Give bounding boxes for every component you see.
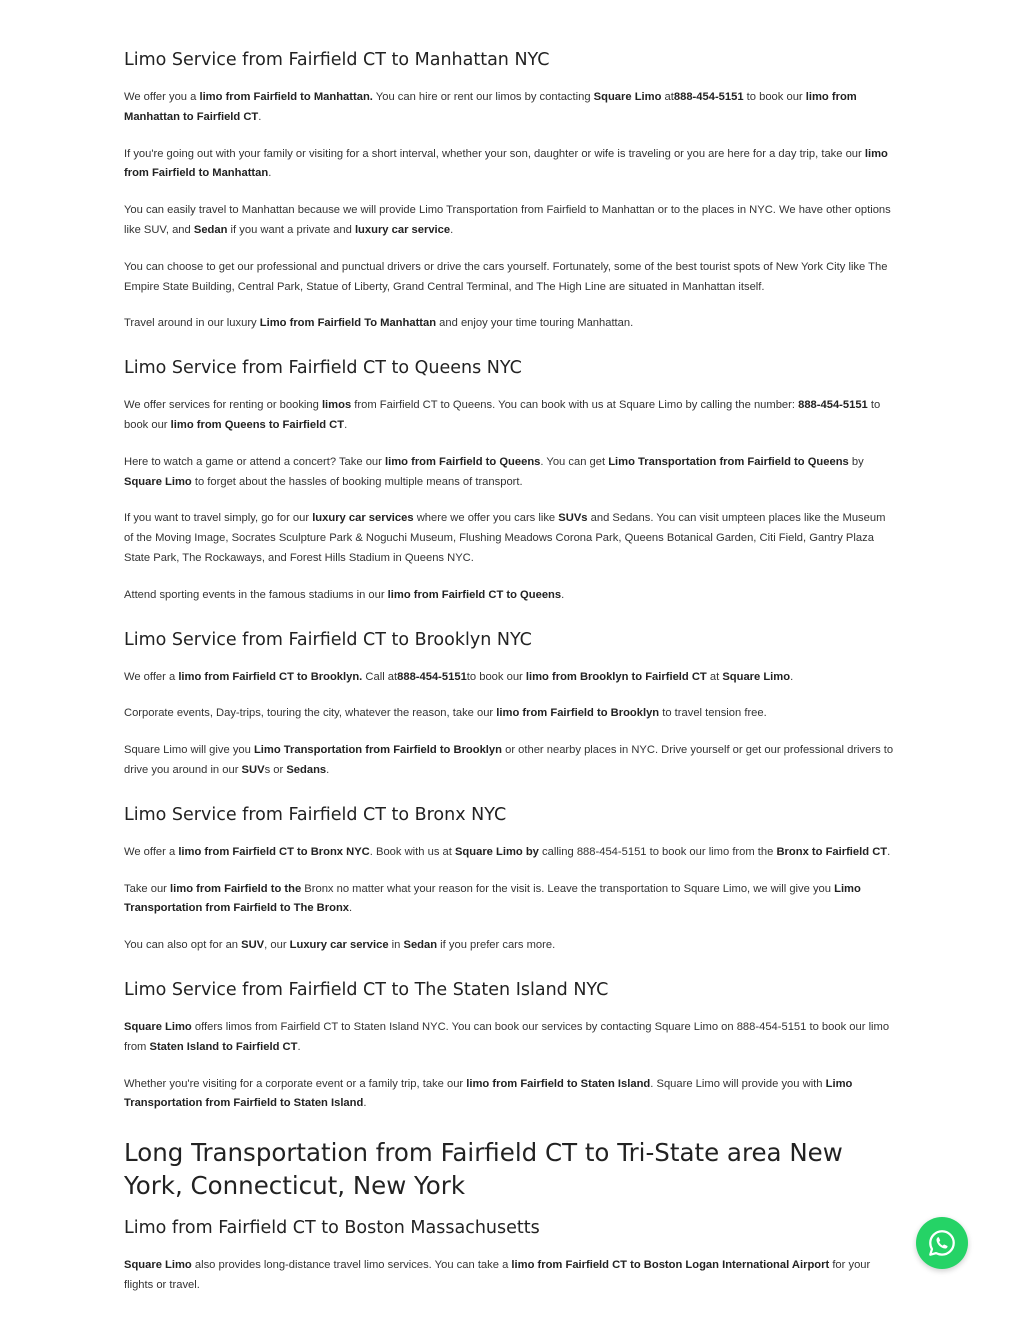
text-run: , our (264, 939, 290, 952)
section-paragraph (124, 586, 896, 606)
section-paragraph (124, 704, 896, 724)
bold-text: Limo Transportation from Fairfield to The Bronx (124, 882, 861, 915)
section-paragraph (124, 668, 896, 688)
bold-text: SUV (241, 763, 265, 776)
text-run: We offer you a (124, 91, 200, 103)
text-run: calling 888-454-5151 to book our limo from the (538, 845, 777, 858)
bold-text: limos (321, 399, 352, 412)
text-run: . (450, 223, 454, 236)
text-run: Take our (124, 882, 171, 895)
section-paragraph (124, 88, 896, 128)
text-run: Bronx no matter what your reason for the visit is. Leave the transportation to Square Limo, we will give you (301, 882, 835, 895)
text-run: . (887, 845, 891, 858)
text-run: . (258, 110, 262, 123)
bold-text: limo from Fairfield to Queens (384, 455, 541, 468)
boston-subtitle: Limo from Fairfield CT to Boston Massachusetts (124, 1218, 540, 1239)
bold-text: Square Limo by (454, 845, 539, 858)
boston-paragraph (124, 1256, 896, 1296)
text-run: Travel around in our luxury (124, 317, 260, 330)
text-run: We offer a (124, 670, 179, 683)
bold-text: Square Limo (124, 1020, 192, 1033)
section-title: Limo Service from Fairfield CT to Manhattan NYC (124, 50, 550, 70)
bold-text: limo from Fairfield to Brooklyn (496, 707, 660, 720)
section-title: Limo Service from Fairfield CT to Bronx NYC (124, 804, 507, 825)
text-run: . (790, 670, 794, 683)
section-paragraph (124, 201, 896, 241)
text-run: You can hire or rent our limos by contacting (372, 91, 594, 103)
text-run: . (297, 1040, 301, 1053)
bold-text: limo from Fairfield to Manhattan (124, 147, 888, 180)
section-paragraph (124, 145, 896, 185)
text-run: Here to watch a game or attend a concert? Take our (124, 455, 385, 468)
bold-text: limo from Queens to Fairfield CT (170, 418, 345, 431)
long-transport-title: Long Transportation from Fairfield CT to Tri-State area New York, Connecticut, New York (124, 1138, 843, 1201)
text-run: offers limos from Fairfield CT to Staten Island NYC. You can book our services by contacting Square Limo on 888-454-5151 to book our limo from (124, 1020, 890, 1053)
text-run: . (268, 167, 272, 180)
section-title: Limo Service from Fairfield CT to Brooklyn NYC (124, 629, 532, 650)
text-run: . (326, 763, 330, 776)
text-run: You can choose to get our professional and punctual drivers or drive the cars yourself. Fortunately, some of the best tourist spots of New York City like The Empire State Building, Central Park, Statue of Liberty, Grand Central Terminal, and The High Line are situated in Manhattan itself. (124, 260, 888, 293)
text-run: in (388, 939, 404, 952)
whatsapp-icon (927, 1228, 957, 1258)
bold-text: Square Limo (722, 670, 791, 683)
text-run: also provides long-distance travel limo services. You can take a (191, 1259, 512, 1272)
text-run: You can easily travel to Manhattan because we will provide Limo Transportation from Fairfield to Manhattan or to the places in NYC. We have other options like SUV, and (124, 204, 891, 236)
text-run: to book our (743, 91, 806, 103)
bold-text: limo from Manhattan to Fairfield CT (124, 91, 857, 123)
section-paragraph (124, 258, 896, 298)
text-run: where we offer you cars like (413, 512, 559, 525)
section-list (124, 48, 896, 1114)
text-run: . (349, 902, 353, 915)
bold-text: Sedan (403, 939, 438, 952)
text-run: by (848, 455, 864, 468)
bold-text: limo from Fairfield to Manhattan. (199, 91, 373, 103)
bold-text: 888-454-5151 (673, 91, 744, 103)
text-run: s or (264, 763, 287, 776)
text-run: We offer a (124, 845, 179, 858)
bold-text: 888-454-5151 (397, 670, 467, 683)
bold-text: Limo Transportation from Fairfield to Staten Island (124, 1077, 853, 1110)
bold-text: 888-454-5151 (798, 399, 868, 412)
section-title: Limo Service from Fairfield CT to Queens NYC (124, 358, 522, 379)
text-run: . You can get (540, 455, 609, 468)
text-run: if you prefer cars more. (437, 939, 556, 952)
bold-text: Square Limo (124, 475, 192, 488)
bold-text: Sedan (193, 223, 228, 236)
section-paragraph (124, 314, 896, 334)
bold-text: limo from Brooklyn to Fairfield CT (525, 670, 707, 683)
bold-text: luxury car service (354, 223, 451, 236)
text-run: from Fairfield CT to Queens. You can book with us at Square Limo by calling the number: (351, 399, 799, 412)
text-run: if you want a private and (227, 223, 355, 236)
text-run: You can also opt for an (124, 939, 242, 952)
text-run: If you're going out with your family or visiting for a short interval, whether your son, daughter or wife is traveling or you are here for a day trip, take our (124, 147, 865, 160)
text-run: at (706, 670, 723, 683)
bold-text: Staten Island to Fairfield CT (149, 1040, 298, 1053)
section-paragraph (124, 1018, 896, 1058)
bold-text: Square Limo (593, 91, 662, 103)
section-paragraph (124, 396, 896, 436)
whatsapp-button[interactable] (916, 1217, 968, 1269)
bold-text: Luxury car service (289, 939, 389, 952)
bold-text: limo from Fairfield to the (170, 882, 302, 895)
section-paragraph (124, 741, 896, 781)
bold-text: limo from Fairfield CT to Boston Logan International Airport (511, 1259, 830, 1272)
bold-text: SUV (241, 939, 265, 952)
bold-text: Sedans (286, 763, 327, 776)
article-content (124, 48, 896, 1313)
section-paragraph (124, 453, 896, 493)
bold-text: luxury car services (312, 512, 414, 525)
bold-text: limo from Fairfield CT to Queens (387, 588, 562, 601)
section-paragraph (124, 509, 896, 568)
bold-text: Limo Transportation from Fairfield to Queens (608, 455, 849, 468)
section-paragraph (124, 843, 896, 863)
bold-text: Limo from Fairfield To Manhattan (259, 317, 437, 330)
section-title: Limo Service from Fairfield CT to The Staten Island NYC (124, 979, 609, 1000)
text-run: to forget about the hassles of booking multiple means of transport. (191, 475, 523, 488)
bold-text: Limo Transportation from Fairfield to Brooklyn (253, 744, 502, 757)
text-run: and Sedans. You can visit umpteen places like the Museum of the Moving Image, Socrates Sculpture Park & Noguchi Museum, Flushing Meadows Corona Park, Queens Botanical Garden, Citi Field, Gantry Plaza State Park, The Rockaways, and Forest Hills Stadium in Queens NYC. (124, 512, 886, 564)
text-run: at (661, 91, 674, 103)
bold-text: limo from Fairfield CT to Brooklyn. (178, 670, 363, 683)
text-run: If you want to travel simply, go for our (124, 512, 313, 525)
text-run: We offer services for renting or booking (124, 399, 322, 412)
section-paragraph (124, 1075, 896, 1115)
text-run: to travel tension free. (659, 707, 767, 720)
text-run: and enjoy your time touring Manhattan. (436, 317, 634, 330)
text-run: or other nearby places in NYC. Drive yourself or get our professional drivers to drive you around in our (124, 744, 894, 776)
bold-text: Bronx to Fairfield CT (776, 845, 888, 858)
text-run: to book our (466, 670, 526, 683)
text-run: . Square Limo will provide you with (650, 1077, 826, 1090)
section-paragraph (124, 880, 896, 920)
bold-text: SUVs (558, 512, 588, 525)
bold-text: Square Limo (124, 1259, 192, 1272)
section-paragraph (124, 936, 896, 956)
text-run: . (363, 1097, 367, 1110)
bold-text: limo from Fairfield to Staten Island (466, 1077, 651, 1090)
text-run: for your flights or travel. (124, 1259, 871, 1291)
text-run: Call at (362, 670, 398, 683)
text-run: Square Limo will give you (124, 744, 254, 757)
text-run: to book our (124, 399, 881, 431)
text-run: Attend sporting events in the famous stadiums in our (124, 588, 388, 601)
text-run: Corporate events, Day-trips, touring the city, whatever the reason, take our (124, 707, 497, 720)
text-run: . (344, 418, 348, 431)
text-run: . (561, 588, 565, 601)
text-run: . Book with us at (369, 845, 455, 858)
bold-text: limo from Fairfield CT to Bronx NYC (178, 845, 370, 858)
text-run: Whether you're visiting for a corporate event or a family trip, take our (124, 1077, 467, 1090)
